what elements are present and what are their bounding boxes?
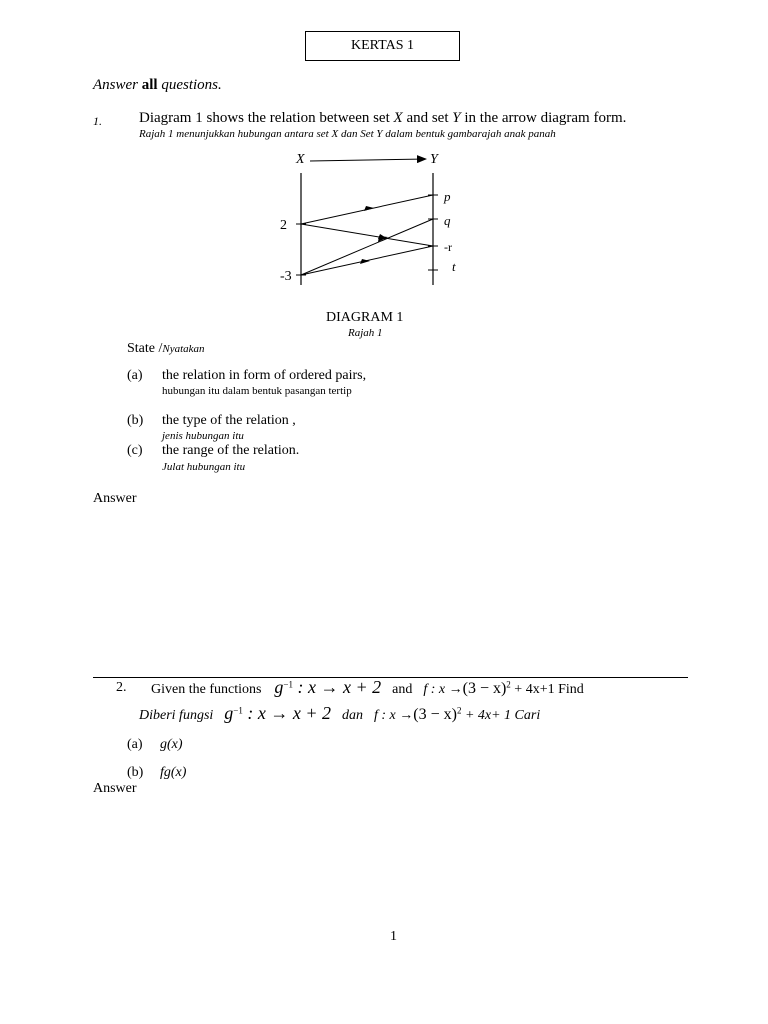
q1-text (139, 110, 626, 127)
q2-ms-g-mapping: : x → x + 2 (242, 703, 331, 723)
q2-line-ms (139, 703, 540, 724)
q1-set-x: X (393, 110, 403, 126)
q2-part-a-expr: g(x) (160, 737, 183, 752)
q2-g-sup: −1 (283, 679, 293, 690)
q2-answer-label: Answer (93, 781, 137, 796)
paper-title-box (305, 31, 460, 61)
q2-ms-f-tail: + 4x+ 1 (461, 708, 512, 723)
q2-find: Find (558, 682, 584, 697)
q2-part-b-label: (b) (127, 765, 144, 780)
page-number: 1 (390, 929, 397, 944)
q2-f-paren: (3 − x) (462, 680, 507, 697)
q1-part-c-translation: Julat hubungan itu (162, 461, 246, 473)
domain-label-2: 2 (280, 218, 287, 233)
set-x-label: X (296, 152, 305, 167)
q1-part-a-translation: hubungan itu dalam bentuk pasangan tertip (162, 385, 352, 397)
q2-line-en (151, 677, 584, 698)
q1-part-a-text: the relation in form of ordered pairs, (162, 368, 367, 383)
domain-label-neg3: -3 (280, 269, 292, 284)
instruction-bold: all (141, 77, 158, 93)
q1-text-pre: Diagram 1 shows the relation between set (139, 110, 394, 126)
codomain-label-p: p (444, 189, 451, 204)
instruction-post: questions. (157, 77, 222, 93)
set-y-label: Y (430, 152, 438, 167)
q2-ms-f-paren: (3 − x) (413, 706, 457, 723)
x-to-y-arrow (310, 159, 426, 161)
q2-ms-f-sup: 2 (456, 705, 462, 716)
q1-answer-label: Answer (93, 491, 137, 506)
instruction (93, 77, 222, 94)
diagram-caption-translation: Rajah 1 (348, 327, 383, 339)
q1-text-mid: and set (402, 110, 453, 126)
q2-ms-f-mapping: f : x → (373, 708, 414, 723)
q2-part-a-label: (a) (127, 737, 143, 752)
state-label: State / (127, 341, 163, 356)
state-translation: Nyatakan (162, 343, 205, 355)
state-line (127, 341, 205, 357)
q2-dan: dan (341, 708, 363, 723)
q1-translation: Rajah 1 menunjukkan hubungan antara set X dan Set Y dalam bentuk gambarajah anak panah (139, 128, 556, 140)
arrow-diagram (260, 145, 480, 295)
q1-part-b-label: (b) (127, 413, 144, 428)
q2-f-sup: 2 (506, 679, 511, 690)
codomain-label-q: q (444, 213, 451, 228)
q2-and: and (392, 682, 413, 697)
q2-g-mapping: : x → x + 2 (293, 677, 382, 697)
instruction-pre: Answer (93, 77, 142, 93)
paper-title: KERTAS 1 (351, 38, 414, 53)
q2-given: Given the functions (151, 682, 262, 697)
q1-part-b-text: the type of the relation , (162, 413, 296, 428)
q1-part-c-label: (c) (127, 443, 143, 458)
codomain-label-t: t (452, 259, 456, 274)
q2-part-b-expr: fg(x) (160, 765, 187, 780)
q2-ms-g-symbol: g (224, 703, 234, 723)
q2-g-symbol: g (274, 677, 284, 697)
q1-part-c-text: the range of the relation. (162, 443, 300, 458)
diagram-caption: DIAGRAM 1 (326, 310, 404, 325)
q1-part-b-translation: jenis hubungan itu (162, 430, 244, 442)
q2-part-a-text (160, 737, 183, 753)
q1-part-a-label: (a) (127, 368, 143, 383)
q2-ms-g-sup: −1 (233, 705, 243, 716)
q2-part-b-text (160, 765, 186, 781)
q2-number: 2. (116, 680, 127, 695)
q2-diberi: Diberi fungsi (139, 708, 214, 723)
q1-text-post: in the arrow diagram form. (460, 110, 627, 126)
q2-f-tail: + 4x+1 (510, 682, 555, 697)
q1-number: 1. (93, 114, 102, 128)
q2-cari: Cari (514, 708, 541, 723)
q2-f-mapping: f : x → (423, 682, 463, 697)
q1-set-y: Y (452, 110, 461, 126)
codomain-label-r: -r (444, 240, 452, 254)
